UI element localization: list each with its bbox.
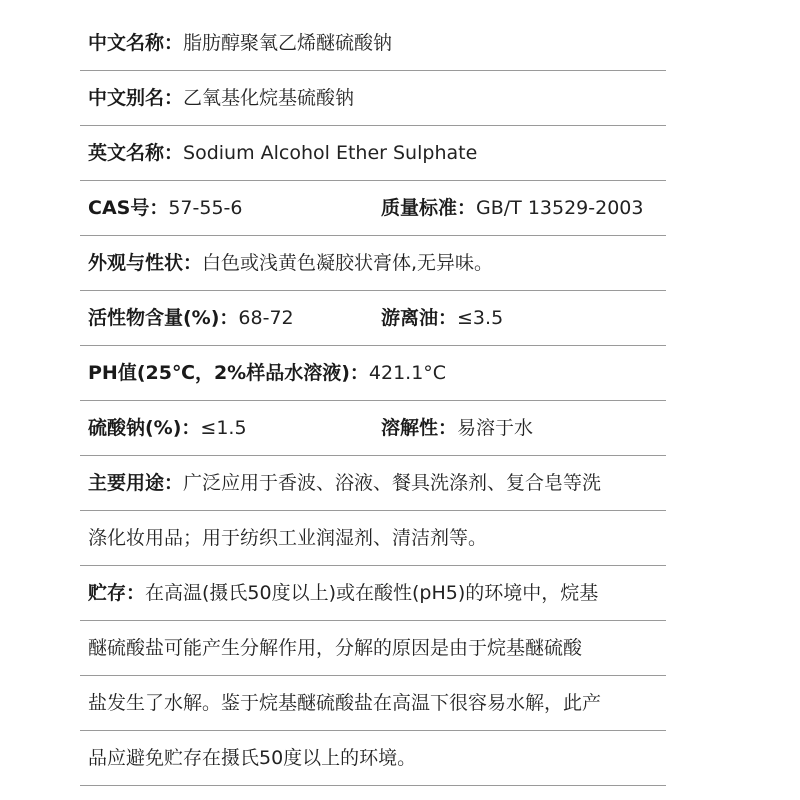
sodium-sulfate-cell [88,401,247,456]
appearance-value: 白色或浅黄色凝胶状膏体,无异味。 [202,252,494,274]
chinese-alias-label: 中文别名： [88,87,184,109]
storage-text-line4: 品应避免贮存在摄氏50度以上的环境。 [88,747,417,769]
row-uses-line1 [80,456,666,511]
solubility-label: 溶解性： [381,417,458,439]
appearance-label: 外观与性状： [88,252,203,274]
storage-text-line2: 醚硫酸盐可能产生分解作用，分解的原因是由于烷基醚硫酸 [88,637,583,659]
free-oil-value: ≤3.5 [457,307,504,329]
free-oil-cell [381,291,503,346]
row-chinese-name [80,16,666,71]
row-storage-line2 [80,621,666,676]
row-storage-line1 [80,566,666,621]
chinese-name-label: 中文名称： [88,32,184,54]
storage-label: 贮存： [88,582,146,604]
sodium-sulfate-value: ≤1.5 [200,417,247,439]
row-storage-line4 [80,731,666,786]
uses-label: 主要用途： [88,472,184,494]
row-uses-line2 [80,511,666,566]
active-content-value: 68-72 [238,307,294,329]
row-chinese-alias [80,71,666,126]
free-oil-label: 游离油： [381,307,458,329]
solubility-value: 易溶于水 [457,417,534,439]
ph-label: PH值(25℃，2%样品水溶液)： [88,362,369,384]
english-name-value: Sodium Alcohol Ether Sulphate [183,142,478,164]
row-appearance [80,236,666,291]
solubility-cell [381,401,533,456]
quality-standard-label: 质量标准： [381,197,477,219]
ph-value: 421.1°C [368,362,447,384]
cas-cell [88,181,243,236]
row-ph [80,346,666,401]
quality-standard-value: GB/T 13529-2003 [476,197,644,219]
cas-label: CAS号： [88,197,169,219]
chinese-name-value: 脂肪醇聚氧乙烯醚硫酸钠 [183,32,393,54]
english-name-label: 英文名称： [88,142,184,164]
row-active-freeoil [80,291,666,346]
uses-text-line1: 广泛应用于香波、浴液、餐具洗涤剂、复合皂等洗 [183,472,602,494]
row-english-name [80,126,666,181]
chinese-alias-value: 乙氧基化烷基硫酸钠 [183,87,355,109]
product-spec-sheet [80,16,666,786]
uses-text-line2: 涤化妆用品；用于纺织工业润湿剂、清洁剂等。 [88,527,488,549]
row-cas-quality [80,181,666,236]
quality-standard-cell [381,181,643,236]
sodium-sulfate-label: 硫酸钠(%)： [88,417,201,439]
cas-value: 57-55-6 [168,197,243,219]
active-content-cell [88,291,294,346]
row-sulfate-solubility [80,401,666,456]
storage-text-line3: 盐发生了水解。鉴于烷基醚硫酸盐在高温下很容易水解，此产 [88,692,602,714]
storage-text-line1: 在高温(摄氏50度以上)或在酸性(pH5)的环境中，烷基 [145,582,599,604]
row-storage-line3 [80,676,666,731]
active-content-label: 活性物含量(%)： [88,307,239,329]
